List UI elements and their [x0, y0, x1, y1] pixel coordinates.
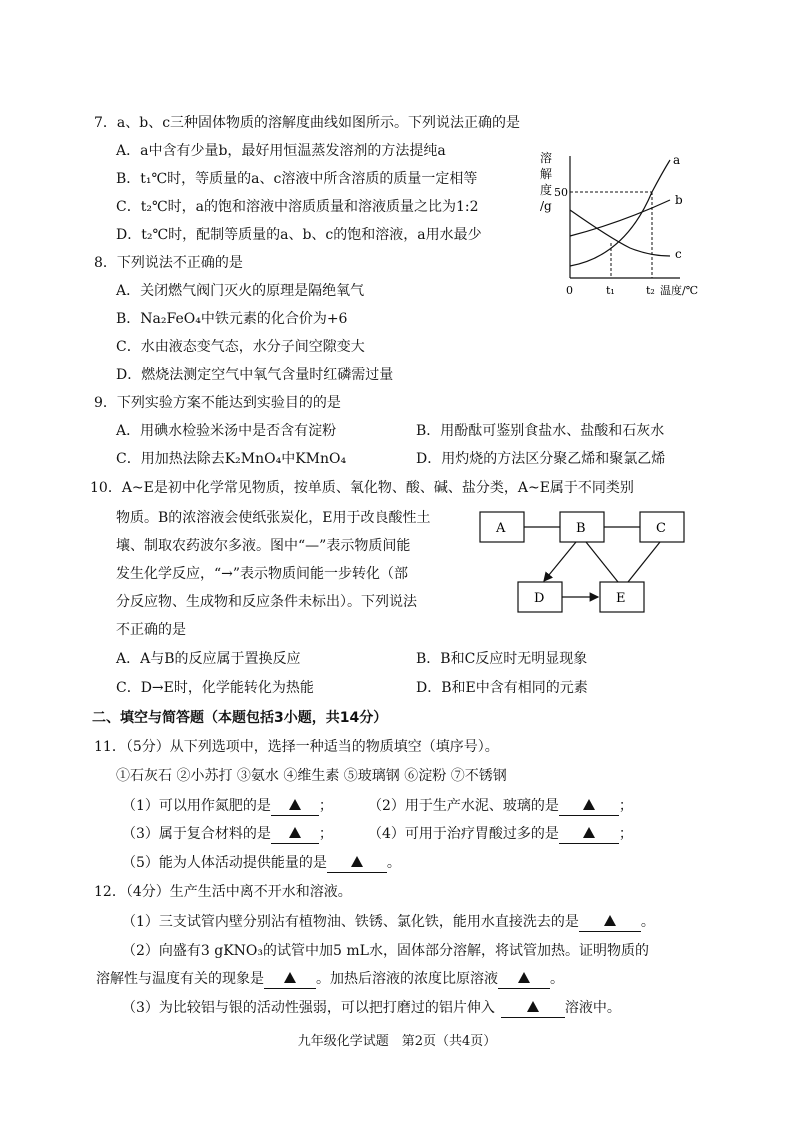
- q11-blank-2[interactable]: [559, 798, 619, 816]
- q12-part1-text: （1）三支试管内壁分别沾有植物油、铁锈、氯化铁，能用水直接洗去的是: [122, 914, 579, 930]
- q11-part1-text: （1）可以用作氮肥的是: [122, 798, 271, 814]
- q7-stem: 7．a、b、c三种固体物质的溶解度曲线如图所示。下列说法正确的是: [94, 115, 521, 131]
- q12-part1: [122, 914, 655, 932]
- q11-options: ①石灰石 ②小苏打 ③氨水 ④维生素 ⑤玻璃钢 ⑥淀粉 ⑦不锈钢: [116, 768, 507, 784]
- q9-stem: 9．下列实验方案不能达到实验目的的是: [94, 395, 341, 411]
- arrow-b-d: [544, 542, 576, 581]
- q10-line6: 不正确的是: [116, 622, 186, 638]
- q10-option-a: A．A与B的反应属于置换反应: [116, 651, 301, 667]
- triangle-icon: [527, 1001, 539, 1012]
- q11-blank-1[interactable]: [271, 798, 319, 816]
- q11-part1: [122, 798, 333, 816]
- q12-blank-1[interactable]: [579, 914, 641, 932]
- q12-part2b: [96, 971, 564, 989]
- graph-t2: t₂: [646, 284, 655, 297]
- box-c-label: C: [656, 521, 666, 536]
- graph-ylabel-3: 度: [540, 183, 553, 197]
- q11-stem: 11．（5分）从下列选项中，选择一种适当的物质填空（填序号）。: [94, 739, 499, 755]
- graph-ylabel-1: 溶: [540, 151, 553, 165]
- q8-option-a: A．关闭燃气阀门灭火的原理是隔绝氧气: [116, 283, 365, 299]
- q12-part3-text: （3）为比较铝与银的活动性强弱，可以把打磨过的铝片伸入: [122, 1000, 495, 1016]
- q11-part4-text: （4）可用于治疗胃酸过多的是: [368, 826, 559, 842]
- q11-part3-end: ；: [318, 826, 333, 842]
- q8-option-c: C．水由液态变气态，水分子间空隙变大: [116, 339, 365, 355]
- q11-blank-5[interactable]: [327, 855, 387, 873]
- graph-origin: 0: [566, 284, 573, 297]
- q12-part3-end: 溶液中。: [564, 1000, 621, 1016]
- curve-a: [570, 160, 670, 266]
- page-footer: 九年级化学试题 第2页（共4页）: [297, 1034, 497, 1049]
- q10-line4: 发生化学反应，“→”表示物质间能一步转化（部: [116, 566, 409, 582]
- q7-option-b: B．t₁℃时，等质量的a、c溶液中所含溶质的质量一定相等: [116, 171, 478, 187]
- q10-option-c: C．D→E时，化学能转化为热能: [116, 680, 314, 696]
- q11-part3: [122, 826, 333, 844]
- graph-xlabel: 温度/℃: [660, 284, 699, 297]
- q11-part2: [368, 798, 633, 816]
- q12-part2b-mid: 。加热后溶液的浓度比原溶液: [316, 971, 498, 987]
- q11-part5-text: （5）能为人体活动提供能量的是: [122, 855, 327, 871]
- graph-ylabel-2: 解: [540, 167, 553, 181]
- triangle-icon: [289, 799, 301, 810]
- relationship-diagram: [476, 510, 686, 618]
- q11-part4-end: ；: [618, 826, 633, 842]
- q7-option-d: D．t₂℃时，配制等质量的a、b、c的饱和溶液，a用水最少: [116, 227, 482, 243]
- q10-line2: 物质。B的浓溶液会使纸张炭化，E用于改良酸性土: [116, 510, 431, 526]
- graph-t1: t₁: [606, 284, 615, 297]
- q10-line1: 10．A~E是初中化学常见物质，按单质、氧化物、酸、碱、盐分类，A~E属于不同类别: [90, 480, 634, 496]
- q11-part2-text: （2）用于生产水泥、玻璃的是: [368, 798, 559, 814]
- q10-option-d: D．B和E中含有相同的元素: [416, 680, 588, 696]
- q12-part2b-text: 溶解性与温度有关的现象是: [96, 971, 264, 987]
- curve-b-label: b: [675, 193, 683, 207]
- graph-y50: 50: [554, 186, 568, 199]
- section-2-heading: 二、填空与简答题（本题包括3小题，共14分）: [92, 710, 388, 726]
- curve-c-label: c: [675, 247, 682, 261]
- q10-line5: 分反应物、生成物和反应条件未标出）。下列说法: [116, 594, 417, 610]
- q9-option-d: D．用灼烧的方法区分聚乙烯和聚氯乙烯: [416, 451, 666, 467]
- q12-blank-4[interactable]: [501, 1000, 565, 1018]
- link-c-e: [628, 542, 660, 582]
- q11-part1-end: ；: [318, 798, 333, 814]
- q12-blank-2[interactable]: [264, 971, 316, 989]
- q12-part2b-end: 。: [550, 971, 564, 987]
- q8-option-b: B．Na₂FeO₄中铁元素的化合价为+6: [116, 311, 348, 327]
- graph-ylabel-4: /g: [540, 199, 552, 213]
- q9-option-b: B．用酚酞可鉴别食盐水、盐酸和石灰水: [416, 423, 665, 439]
- q11-part5-end: 。: [386, 855, 401, 871]
- curve-a-label: a: [673, 153, 681, 167]
- q11-part5: [122, 855, 401, 873]
- triangle-icon: [583, 799, 595, 810]
- q8-stem: 8．下列说法不正确的是: [94, 255, 243, 271]
- box-a-label: A: [496, 521, 506, 536]
- q12-part2a: （2）向盛有3 gKNO₃的试管中加5 mL水，固体部分溶解，将试管加热。证明物质的: [122, 943, 649, 959]
- q12-stem: 12．（4分）生产生活中离不开水和溶液。: [94, 884, 352, 900]
- triangle-icon: [604, 915, 616, 926]
- link-b-e: [586, 542, 618, 582]
- triangle-icon: [518, 972, 530, 983]
- q9-option-c: C．用加热法除去K₂MnO₄中KMnO₄: [116, 451, 347, 467]
- box-b-label: B: [576, 521, 586, 536]
- q12-blank-3[interactable]: [498, 971, 550, 989]
- box-d-label: D: [534, 591, 545, 606]
- curve-c: [570, 210, 670, 256]
- triangle-icon: [289, 827, 301, 838]
- q11-blank-3[interactable]: [271, 826, 319, 844]
- curve-b: [570, 200, 670, 236]
- q9-option-a: A．用碘水检验米汤中是否含有淀粉: [116, 423, 337, 439]
- solubility-graph: [530, 148, 710, 303]
- q10-option-b: B．B和C反应时无明显现象: [416, 651, 588, 667]
- box-e-label: E: [616, 591, 626, 606]
- q8-option-d: D．燃烧法测定空气中氧气含量时红磷需过量: [116, 367, 394, 383]
- q11-blank-4[interactable]: [559, 826, 619, 844]
- q10-line3: 壤、制取农药波尔多液。图中“—”表示物质间能: [116, 538, 411, 554]
- q7-option-a: A．a中含有少量b，最好用恒温蒸发溶剂的方法提纯a: [116, 143, 446, 159]
- triangle-icon: [583, 827, 595, 838]
- q11-part4: [368, 826, 633, 844]
- triangle-icon: [284, 972, 296, 983]
- q12-part3: [122, 1000, 621, 1018]
- q11-part3-text: （3）属于复合材料的是: [122, 826, 271, 842]
- q11-part2-end: ；: [618, 798, 633, 814]
- q12-part1-end: 。: [640, 914, 655, 930]
- triangle-icon: [351, 856, 363, 867]
- q7-option-c: C．t₂℃时，a的饱和溶液中溶质质量和溶液质量之比为1:2: [116, 199, 479, 215]
